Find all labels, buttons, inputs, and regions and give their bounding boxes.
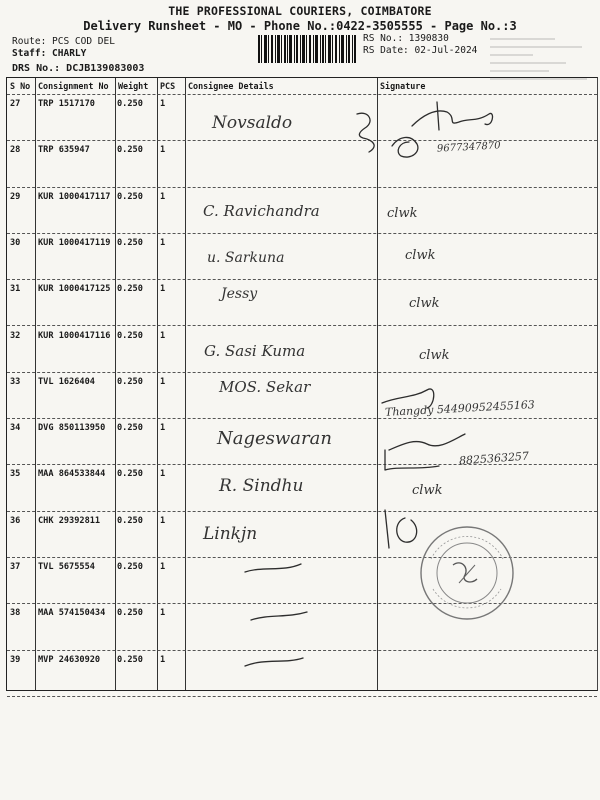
pieces-count: 1 [160,562,166,572]
weight-value: 0.250 [117,191,143,202]
consignment-number: KUR 1000417119 [38,237,111,248]
consignment-number: TVL 5675554 [38,562,95,572]
pieces-count: 1 [160,284,166,295]
weight-value: 0.250 [117,237,143,248]
consignment-number: MVP 24630920 [38,654,101,665]
col-pcs-header: PCS [160,81,176,91]
serial-number: 29 [10,191,21,202]
consignee-handwriting-29: C. Ravichandra [203,202,320,220]
pieces-count: 1 [160,515,166,526]
weight-value: 0.250 [117,330,143,341]
pieces-count: 1 [160,608,166,619]
col-consignment-header: Consignment No [38,81,109,91]
weight-value: 0.250 [117,515,143,526]
consignee-handwriting-27: Novsaldo [212,113,293,133]
serial-number: 30 [10,237,21,248]
serial-number: 37 [10,562,21,572]
rs-number: RS No.: 1390830 [363,33,449,44]
serial-number: 36 [10,515,21,526]
consignee-handwriting-30: u. Sarkuna [207,250,285,266]
serial-number: 35 [10,469,21,480]
consignee-handwriting-31: Jessy [221,286,258,302]
pieces-count: 1 [160,423,166,434]
consignee-handwriting-35: R. Sindhu [219,476,304,496]
pieces-count: 1 [160,376,166,387]
pieces-count: 1 [160,654,166,665]
consignment-number: MAA 574150434 [38,608,106,619]
staff-label: Staff: CHARLY [12,48,87,59]
drs-number: DRS No.: DCJB139083003 [12,63,145,74]
pieces-count: 1 [160,145,166,156]
barcode [258,35,356,63]
pieces-count: 1 [160,237,166,248]
serial-number: 34 [10,423,21,434]
consignee-handwriting-32: G. Sasi Kuma [204,342,306,360]
runsheet-subtitle: Delivery Runsheet - MO - Phone No.:0422-3505555 - Page No.:3 [83,19,517,33]
consignment-number: TRP 1517170 [38,99,95,109]
col-signature-header: Signature [380,81,426,91]
consignee-handwriting-34: Nageswaran [217,428,332,449]
consignment-number: CHK 29392811 [38,515,101,526]
serial-number: 39 [10,654,21,665]
weight-value: 0.250 [117,99,143,109]
pieces-count: 1 [160,469,166,480]
weight-value: 0.250 [117,284,143,295]
serial-number: 27 [10,99,21,109]
pieces-count: 1 [160,191,166,202]
signature-29: clwk [387,206,418,221]
signature-30: clwk [405,248,436,263]
company-title: THE PROFESSIONAL COURIERS, COIMBATORE [168,4,432,18]
consignment-number: KUR 1000417125 [38,284,111,295]
weight-value: 0.250 [117,469,143,480]
consignment-number: TVL 1626404 [38,376,95,387]
signature-phone-27: 9677347870 [436,140,501,155]
rs-date: RS Date: 02-Jul-2024 [363,45,478,56]
consignment-number: TRP 635947 [38,145,90,156]
weight-value: 0.250 [117,145,143,156]
consignee-handwriting-36: Linkjn [203,524,258,544]
consignee-handwriting-33: MOS. Sekar [219,378,311,396]
serial-number: 32 [10,330,21,341]
signature-31: clwk [409,296,440,311]
pieces-count: 1 [160,99,166,109]
weight-value: 0.250 [117,608,143,619]
pieces-count: 1 [160,330,166,341]
company-seal-stamp [417,523,517,623]
weight-value: 0.250 [117,423,143,434]
consignment-number: KUR 1000417116 [38,330,111,341]
consignment-number: MAA 864533844 [38,469,106,480]
col-details-header: Consignee Details [188,81,274,91]
consignment-number: DVG 850113950 [38,423,106,434]
col-sno-header: S No [10,81,31,91]
runsheet-table [6,77,598,691]
weight-value: 0.250 [117,376,143,387]
signature-35: clwk [412,483,443,498]
signature-33: Thangdy 54490952455163 [384,398,536,419]
serial-number: 28 [10,145,21,156]
serial-number: 38 [10,608,21,619]
weight-value: 0.250 [117,654,143,665]
route-label: Route: PCS COD DEL [12,36,115,47]
serial-number: 31 [10,284,21,295]
row-separator [7,696,597,697]
signature-32: clwk [419,348,450,363]
serial-number: 33 [10,376,21,387]
signature-phone-34: 8825363257 [458,449,530,468]
consignment-number: KUR 1000417117 [38,191,111,202]
col-weight-header: Weight [118,81,149,91]
weight-value: 0.250 [117,562,143,572]
